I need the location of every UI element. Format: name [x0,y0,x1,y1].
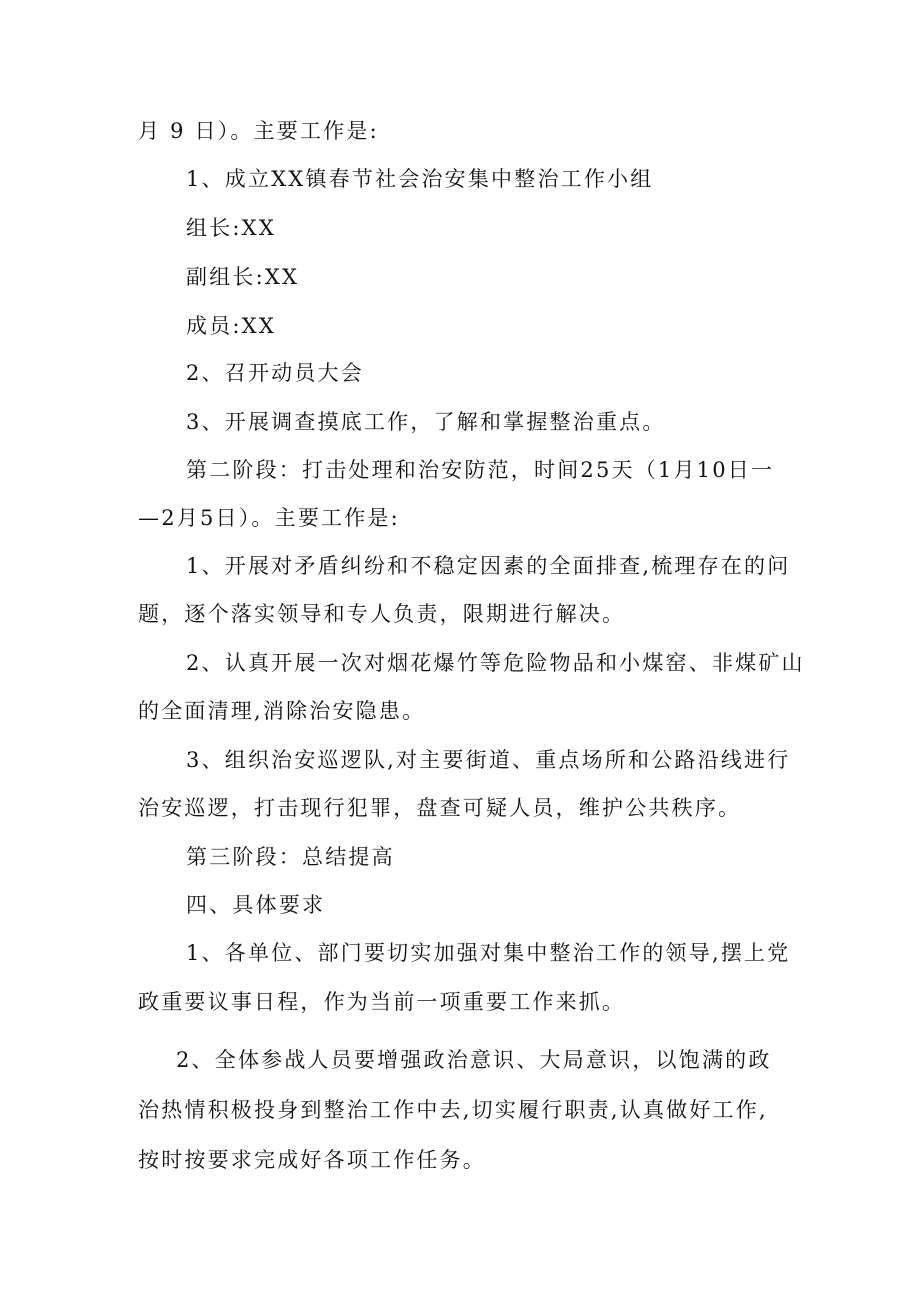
text-line: 政重要议事日程，作为当前一项重要工作来抓。 [138,990,626,1014]
text-line: 成员:XX [186,314,276,338]
text-line: 治热情积极投身到整治工作中去,切实履行职责,认真做好工作, [138,1098,768,1122]
text-line: 1、各单位、部门要切实加强对集中整治工作的领导,摆上党 [186,941,791,965]
text-line: 1、开展对矛盾纠纷和不稳定因素的全面排查,梳理存在的问 [186,554,791,578]
text-line: 3、组织治安巡逻队,对主要街道、重点场所和公路沿线进行 [186,748,791,772]
text-line: 治安巡逻，打击现行犯罪，盘查可疑人员，维护公共秩序。 [138,796,742,820]
text-line: 的全面清理,消除治安隐患。 [138,699,426,723]
text-line: 四、具体要求 [186,893,326,917]
text-line: 3、开展调查摸底工作，了解和掌握整治重点。 [186,410,666,434]
text-line: 2、认真开展一次对烟花爆竹等危险物品和小煤窑、非煤矿山 [186,651,805,675]
text-line: —2月5日）。主要工作是: [138,506,400,530]
text-line: 第二阶段：打击处理和治安防范，时间25天（1月10日一 [186,458,775,482]
text-line: 题，逐个落实领导和专人负责，限期进行解决。 [138,602,626,626]
text-line: 1、成立XX镇春节社会治安集中整治工作小组 [186,167,654,191]
text-line: 2、全体参战人员要增强政治意识、大局意识，以饱满的政 [176,1048,772,1072]
text-line: 第三阶段：总结提高 [186,845,395,869]
text-line: 组长:XX [186,216,276,240]
text-line: 按时按要求完成好各项工作任务。 [138,1148,486,1172]
text-line: 月 9 日）。主要工作是: [138,119,379,143]
text-line: 副组长:XX [186,265,300,289]
text-line: 2、召开动员大会 [186,361,364,385]
